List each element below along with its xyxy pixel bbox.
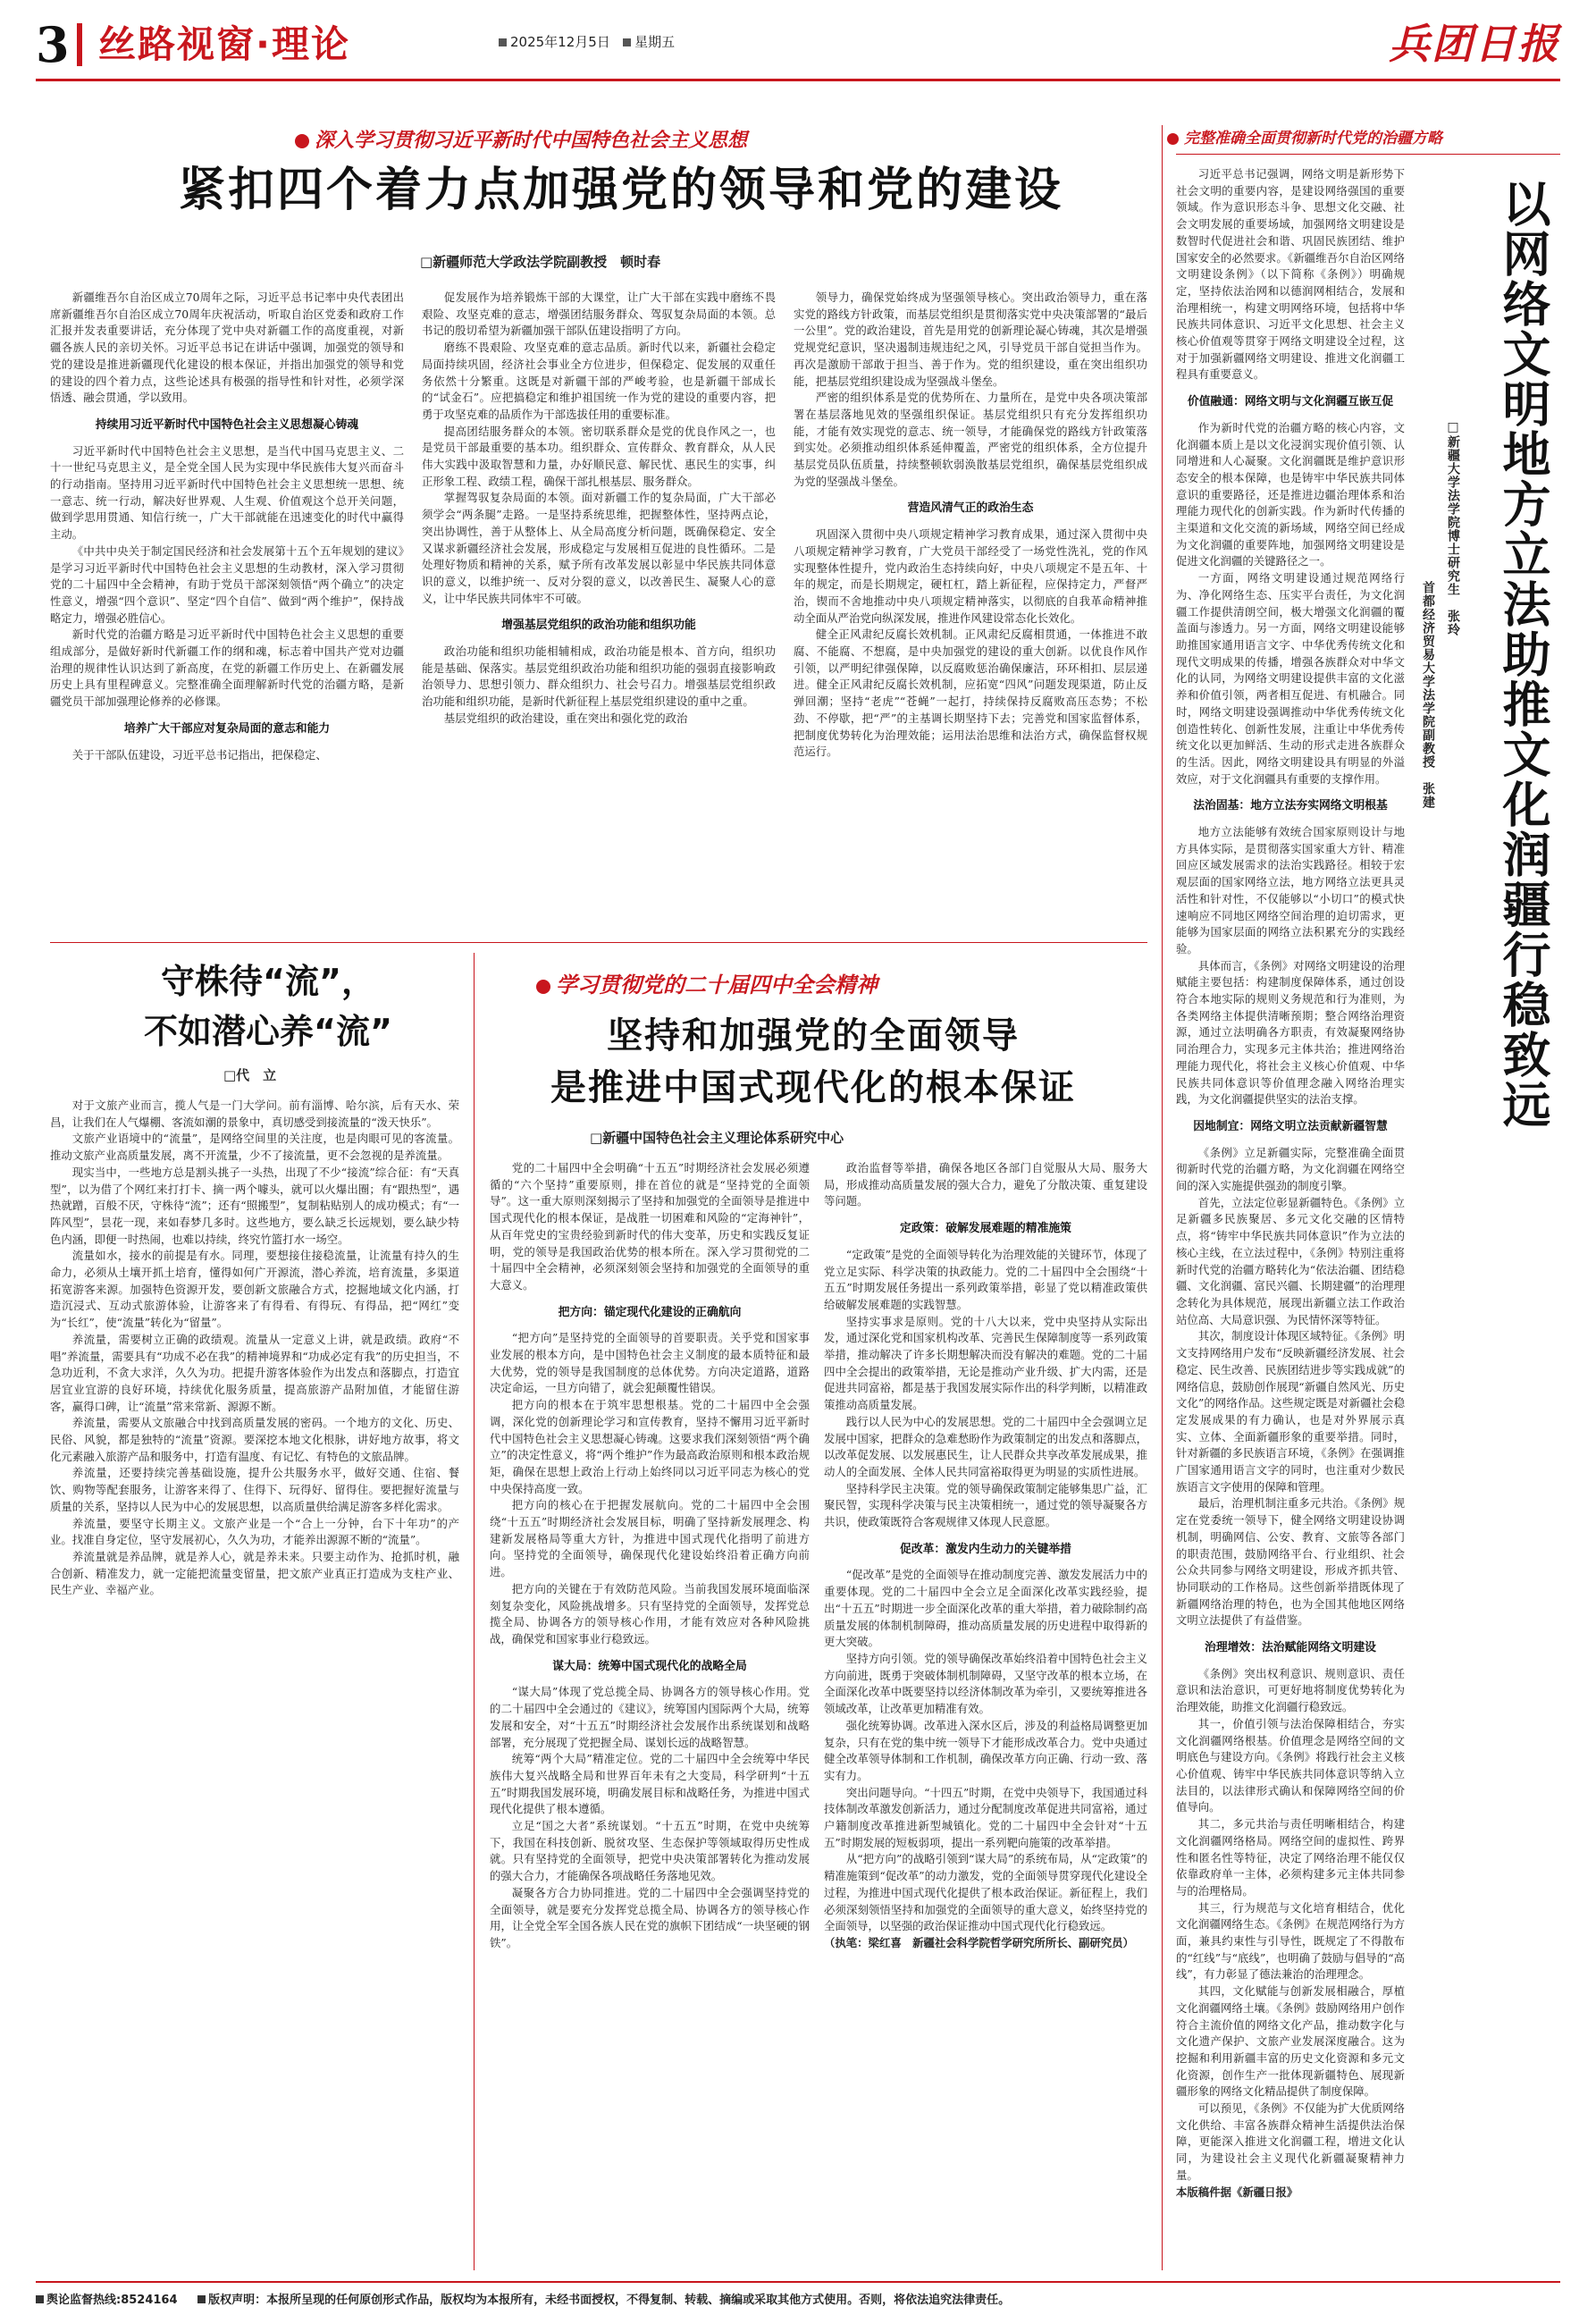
- paragraph: 养流量，还要持续完善基础设施，提升公共服务水平，做好交通、住宿、餐饮、购物等配套服务，让游客来得了、住得下、玩得好、留得住。要把握好流量与质量的关系，坚持以人民为中心的发展思想，以高质量供给满足游客多样化需求。: [50, 1466, 459, 1513]
- paragraph: 其一，价值引领与法治保障相结合，夯实文化润疆网络根基。价值理念是网络空间的文明底色与建设方向。《条例》将践行社会主义核心价值观、铸牢中华民族共同体意识等纳入立法目的，以法律形式确认和保障网络空间的价值导向。: [1176, 1716, 1405, 1814]
- article1-title: 紧扣四个着力点加强党的领导和党的建设: [179, 164, 1064, 217]
- article4-column-1: [1176, 166, 1405, 2269]
- paragraph: 作为新时代党的治疆方略的核心内容，文化润疆本质上是以文化浸润实现价值引领、认同增进和人心凝聚。文化润疆既是维护意识形态安全的根本保障，也是铸牢中华民族共同体意识的重要路径，还是推进边疆治理体系和治理能力现代化的创新实践。作为新时代传播的主渠道和文化交流的新场域，网络空间已经成为文化润疆的重要阵地，加强网络文明建设是促进文化润疆的关键路径之一。: [1176, 420, 1405, 568]
- square-bullet-icon: [623, 38, 631, 46]
- square-bullet-icon: [36, 2295, 44, 2303]
- paragraph: 养流量，需要从文旅融合中找到高质量发展的密码。一个地方的文化、历史、民俗、风貌，都是独特的“流量”资源。要深挖本地文化根脉，讲好地方故事，将文化元素融入旅游产品和服务中，打造有温度、有记忆、有特色的文旅品牌。: [50, 1416, 459, 1463]
- subheading: 把方向：锚定现代化建设的正确航向: [558, 1305, 742, 1319]
- paragraph: 领导力，确保党始终成为坚强领导核心。突出政治领导力，重在落实党的路线方针政策，而基层党组织是贯彻落实党中央决策部署的“最后一公里”。党的政治建设，首先是用党的创新理论凝心铸魂，其次是增强党规党纪意识，坚决遏制违规违纪之风，引导党员干部自觉担当作为。再次是激励干部敢于担当、善于作为。党的组织建设，重在突出组织功能，把基层党组织建设成为坚强战斗堡垒。: [794, 290, 1147, 388]
- square-bullet-icon: [499, 38, 507, 46]
- subheading: 治理增效：法治赋能网络文明建设: [1205, 1641, 1376, 1655]
- paragraph: 从“把方向”的战略引领到“谋大局”的系统布局，从“定政策”的精准施策到“促改革”的动力激发，党的全面领导贯穿现代化建设全过程，为推进中国式现代化提供了根本政治保证。新征程上，我们必须深刻领悟坚持和加强党的全面领导的重大意义，始终坚持党的全面领导，以坚强的政治保证推动中国式现代化行稳致远。: [824, 1852, 1147, 1933]
- article2-title: 守株待“流”， 不如潜心养“流”: [144, 962, 392, 1051]
- paragraph: 强化统筹协调。改革进入深水区后，涉及的利益格局调整更加复杂，只有在党的集中统一领导下才能形成改革合力。党中央通过健全改革领导体制和工作机制，确保改革方向正确、行动一致、落实有力。: [824, 1718, 1147, 1782]
- paragraph: 把方向的根本在于筑牢思想根基。党的二十届四中全会强调，深化党的创新理论学习和宣传教育，坚持不懈用习近平新时代中国特色社会主义思想凝心铸魂。这要求我们深刻领悟“两个确立”的决定性意义，将“两个维护”作为最高政治原则和根本政治规矩，确保在思想上政治上行动上始终同以习近平同志为核心的党中央保持高度一致。: [490, 1398, 810, 1495]
- page-number-bar: [77, 23, 82, 66]
- article3-title-line-1: 坚持和加强党的全面领导: [607, 1015, 1020, 1056]
- paragraph: 突出问题导向。“十四五”时期，在党中央领导下，我国通过科技体制改革激发创新活力，通过分配制度改革促进共同富裕，通过户籍制度改革推进新型城镇化。党的二十届四中全会针对“十五五”时期发展的短板弱项，提出一系列靶向施策的改革举措。: [824, 1785, 1147, 1849]
- paragraph: 凝聚各方合力协同推进。党的二十届四中全会强调坚持党的全面领导，就是要充分发挥党总揽全局、协调各方的领导核心作用，让全党全军全国各族人民在党的旗帜下团结成“一块坚硬的钢铁”。: [490, 1885, 810, 1949]
- kicker-dot-icon: [295, 134, 309, 148]
- article3-column-2: [824, 1160, 1147, 2269]
- article3-byline: □新疆中国特色社会主义理论体系研究中心: [590, 1130, 844, 1146]
- paragraph: 习近平总书记强调，网络文明是新形势下社会文明的重要内容，是建设网络强国的重要领域。作为意识形态斗争、思想文化交融、社会文明发展的重要场域，加强网络文明建设是数智时代促进社会和谐、巩固民族团结、维护国家安全的必然要求。《新疆维吾尔自治区网络文明建设条例》（以下简称《条例》）明确规定，坚持依法治网和以德润网相结合，发展和治理相统一，构建文明网络环境，包括将中华民族共同体意识、习近平文化思想、社会主义核心价值观等贯穿于网络文明建设全过程，这对于加强新疆网络文明建设、推进文化润疆工程具有重要意义。: [1176, 167, 1405, 382]
- paragraph: 《条例》立足新疆实际，完整准确全面贯彻新时代党的治疆方略，为文化润疆在网络空间的深入实施提供强劲的制度引擎。: [1176, 1145, 1405, 1193]
- kicker-dot-icon: [536, 980, 550, 994]
- paragraph: “定政策”是党的全面领导转化为治理效能的关键环节，体现了党立足实际、科学决策的执政能力。党的二十届四中全会围绕“十五五”时期发展任务提出一系列政策举措，彰显了党以精准政策供给破解发展难题的实践智慧。: [824, 1247, 1147, 1311]
- paragraph: 其三，行为规范与文化培育相结合，优化文化润疆网络生态。《条例》在规范网络行为方面，兼具约束性与引导性，既规定了不得散布的“红线”与“底线”，也明确了鼓励与倡导的“高线”，有力彰显了德法兼治的治理理念。: [1176, 1900, 1405, 1982]
- paragraph: 地方立法能够有效统合国家原则设计与地方具体实际，是贯彻落实国家重大方针、精准回应区域发展需求的法治实践路径。相较于宏观层面的国家网络立法，地方网络立法更具灵活性和针对性，不仅能够以“小切口”的模式快速响应不同地区网络空间治理的迫切需求，更能够为国家层面的网络立法积累充分的实践经验。: [1176, 825, 1405, 955]
- article1-column-1: [50, 290, 404, 933]
- paragraph: 统筹“两个大局”精准定位。党的二十届四中全会统筹中华民族伟大复兴战略全局和世界百年未有之大变局，科学研判“十五五”时期我国发展环境，明确发展目标和战略任务，为推进中国式现代化提供了根本遵循。: [490, 1752, 810, 1816]
- copyright-notice: 版权声明：本报所呈现的任何原创形式作品，版权均为本报所有，未经书面授权，不得复制、转载、摘编或采取其他方式使用。否则，将依法追究法律责任。: [208, 2294, 1011, 2307]
- paragraph: 把方向的关键在于有效防范风险。当前我国发展环境面临深刻复杂变化，风险挑战增多。只有坚持党的全面领导，发挥党总揽全局、协调各方的领导核心作用，才能有效应对各种风险挑战，确保党和国家事业行稳致远。: [490, 1581, 810, 1646]
- subheading: 定政策：破解发展难题的精准施策: [900, 1222, 1071, 1236]
- paragraph: 基层党组织的政治建设，重在突出和强化党的政治: [443, 711, 688, 725]
- paragraph: 现实当中，一些地方总是割头挑子一头热，出现了不少“接流”综合征：有“天真型”，以为借了个网红来打打卡、摘一两个噱头，就可以火爆出圈；有“跟热型”，遇热就蹭，百般不厌，守株待“流”；还有“照搬型”，复制粘贴别人的成功模式；有“一阵风型”，昙花一现，来如春梦几多时。这些地方，要么缺乏长远规划，要么缺少特色内涵，即便一时热闹，也难以持续，终究竹篮打水一场空。: [50, 1165, 459, 1246]
- paragraph: 对于文旅产业而言，揽人气是一门大学问。前有淄博、哈尔滨，后有天水、荣昌，让我们在人气爆棚、客流如潮的景象中，真切感受到接流量的“泼天快乐”。: [50, 1099, 459, 1129]
- article4-kicker: 完整准确全面贯彻新时代党的治疆方略: [1167, 125, 1442, 147]
- subheading: 增强基层党组织的政治功能和组织功能: [501, 619, 696, 633]
- paragraph: 严密的组织体系是党的优势所在、力量所在，是党中央各项决策部署在基层落地见效的坚强组织保证。基层党组织只有充分发挥组织功能，才能有效实现党的意志、统一领导，才能确保党的路线方针政策落到实处。必须推动组织体系延伸覆盖，严密党的组织体系，全方位提升基层党员队伍质量，持续整顿软弱涣散基层党组织，确保基层党组织成为党的坚强战斗堡垒。: [794, 391, 1147, 488]
- article1-byline: □新疆师范大学政法学院副教授 顿时春: [420, 254, 661, 270]
- article1-column-3: [794, 290, 1147, 933]
- footer: [36, 2290, 1560, 2308]
- paragraph: “促改革”是党的全面领导在推动制度完善、激发发展活力中的重要体现。党的二十届四中全会立足全面深化改革实践经验，提出“十五五”时期进一步全面深化改革的重大举措，着力破除制约高质量发展的体制机制障碍，推动高质量发展的历史进程中取得新的更大突破。: [824, 1568, 1147, 1649]
- divider: [50, 942, 1147, 943]
- paragraph: 习近平新时代中国特色社会主义思想，是当代中国马克思主义、二十一世纪马克思主义，是全党全国人民为实现中华民族伟大复兴而奋斗的行动指南。坚持用习近平新时代中国特色社会主义思想统一思想、统一意志、统一行动，解决好世界观、人生观、价值观这个总开关问题，做到学思用贯通、知信行统一，广大干部就能在迅速变化的时代中赢得主动。: [50, 443, 404, 542]
- paragraph: 关于干部队伍建设，习近平总书记指出，把保稳定、: [71, 747, 327, 762]
- paragraph: 新时代党的治疆方略是习近平新时代中国特色社会主义思想的重要组成部分，是做好新时代新疆工作的纲和魂，标志着中国共产党对边疆治理的规律性认识达到了新高度，在党的新疆工作历史上、在新疆发展历史上具有里程碑意义。完整准确全面理解新时代党的治疆方略，是新疆党员干部加强理论修养的必修课。: [50, 627, 404, 709]
- signature: （执笔：梁红喜 新疆社会科学院哲学研究所所长、副研究员）: [824, 1935, 1134, 1949]
- article3-title-line-2: 是推进中国式现代化的根本保证: [550, 1067, 1076, 1108]
- section-title: 丝路视窗·理论: [98, 22, 350, 66]
- square-bullet-icon: [197, 2295, 206, 2303]
- date-line: [499, 32, 675, 51]
- column-divider: [1162, 125, 1163, 2270]
- date: 2025年12月5日: [510, 34, 610, 50]
- subheading: 营造风清气正的政治生态: [907, 501, 1034, 516]
- article4-title: 以网络文明地方立法助推文化润疆行稳致远: [1495, 179, 1551, 1130]
- paragraph: 掌握驾驭复杂局面的本领。面对新疆工作的复杂局面，广大干部必须学会“两条腿”走路。一是坚持系统思维，把握整体性，坚持两点论，突出协调性，善于从整体上、从全局高度分析问题，既确保稳定、安全又谋求新疆经济社会发展，形成稳定与发展相互促进的良性循环。二是处理好物质和精神的关系，赋予所有改革发展以彰显中华民族共同体意识的意义，以维护统一、反对分裂的意义，以改善民生、凝聚人心的意义，让中华民族共同体牢不可破。: [422, 491, 776, 605]
- masthead-rule: [36, 79, 1560, 81]
- article2-column-1: [50, 1098, 459, 2269]
- subheading: 谋大局：统筹中国式现代化的战略全局: [552, 1659, 747, 1673]
- subheading: 因地制宜：网络文明立法贡献新疆智慧: [1193, 1119, 1388, 1133]
- subheading: 促改革：激发内生动力的关键举措: [900, 1542, 1071, 1556]
- paragraph: 《中共中央关于制定国民经济和社会发展第十五个五年规划的建议》是学习习近平新时代中国特色社会主义思想的生动教材，深入学习贯彻党的二十届四中全会精神，有助于党员干部深刻领悟“两个确立”的决定性意义，增强“四个意识”、坚定“四个自信”、做到“两个维护”，保持战略定力，增强必胜信心。: [50, 543, 404, 625]
- paragraph: 其二，多元共治与责任明晰相结合，构建文化润疆网络格局。网络空间的虚拟性、跨界性和匿名性等特征，决定了网络治理不能仅仅依靠政府单一主体，必须构建多元主体共同参与的治理格局。: [1176, 1817, 1405, 1898]
- kicker-rule: [1176, 154, 1560, 155]
- paragraph: 养流量就是养品牌，就是养人心，就是养未来。只要主动作为、抢抓时机，融合创新、精准发力，就一定能把流量变留量，把文旅产业真正打造成为支柱产业、民生产业、幸福产业。: [50, 1549, 459, 1597]
- article3-column-1: [490, 1160, 810, 2269]
- paragraph: 践行以人民为中心的发展思想。党的二十届四中全会强调立足发展中国家，把群众的急难愁盼作为政策制定的出发点和落脚点，以改革促发展、以发展惠民生，让人民群众共享改革发展成果，推动人的全面发展、全体人民共同富裕取得更为明显的实质性进展。: [824, 1414, 1147, 1478]
- paragraph: 具体而言，《条例》对网络文明建设的治理赋能主要包括：构建制度保障体系，通过创设符合本地实际的规则义务规范和行为准则，为各类网络主体提供清晰预期；整合网络治理资源，通过立法明确各方职责，有效凝聚网络协同治理合力，实现多元主体共治；推进网络治理能力现代化，将社会主义核心价值观、中华民族共同体意识等价值理念融入网络治理实践，为文化润疆提供坚实的法治支撑。: [1176, 958, 1405, 1107]
- paragraph: 可以预见，《条例》不仅能为扩大优质网络文化供给、丰富各族群众精神生活提供法治保障，更能深入推进文化润疆工程，增进文化认同，为建设社会主义现代化新疆凝聚精神力量。: [1176, 2101, 1405, 2182]
- article2-byline: □代 立: [223, 1067, 277, 1083]
- paragraph: 党的二十届四中全会明确“十五五”时期经济社会发展必须遵循的“六个坚持”重要原则，排在首位的就是“坚持党的全面领导”。这一重大原则深刻揭示了坚持和加强党的全面领导是推进中国式现代化的根本保证，是战胜一切困难和风险的“定海神针”，从百年党史的宝贵经验到新时代的伟大变革，历史和实践反复证明，党的领导是我国政治优势的根本所在。深入学习贯彻党的二十届四中全会精神，必须深刻领会坚持和加强党的全面领导的重大意义。: [490, 1161, 810, 1292]
- paragraph: 立足“国之大者”系统谋划。“十五五”时期，在党中央统筹下，我国在科技创新、脱贫攻坚、生态保护等领域取得历史性成就。只有坚持党的全面领导，把党中央决策部署转化为推动发展的强大合力，才能确保各项战略任务落地见效。: [490, 1819, 810, 1883]
- article4-byline-2: 首都经济贸易大学法学院副教授 张建: [1421, 581, 1435, 809]
- subheading: 持续用习近平新时代中国特色社会主义思想凝心铸魂: [95, 417, 359, 432]
- paragraph: 新疆维吾尔自治区成立70周年之际，习近平总书记率中央代表团出席新疆维吾尔自治区成立70周年庆祝活动，听取自治区党委和政府工作汇报并发表重要讲话，充分体现了党中央对新疆工作的高度重视，对新疆各族人民的亲切关怀。习近平总书记在讲话中强调，加强党的领导和党的建设是推进新疆现代化建设的根本保证，并指出加强党的领导和党的建设的四个着力点，这些论述具有极强的指导性和针对性，必须学深悟透、融会贯通，学以致用。: [50, 290, 404, 405]
- paragraph: 最后，治理机制注重多元共治。《条例》规定在党委统一领导下，健全网络文明建设协调机制，明确网信、公安、教育、文旅等各部门的职责范围，鼓励网络平台、行业组织、社会公众共同参与网络文明建设，形成齐抓共管、协同联动的工作格局。这些创新举措既体现了新疆网络治理的特色，也为全国其他地区网络文明立法提供了有益借鉴。: [1176, 1496, 1405, 1628]
- weekday: 星期五: [634, 34, 676, 50]
- subheading: 价值融通：网络文明与文化润疆互嵌互促: [1187, 395, 1394, 409]
- column-divider: [474, 953, 475, 2270]
- article1-column-2: [422, 290, 776, 933]
- masthead: [36, 18, 1560, 75]
- paragraph: 坚持方向引领。党的领导确保改革始终沿着中国特色社会主义方向前进，既勇于突破体制机制障碍，又坚守改革的根本立场，在全面深化改革中既要坚持以经济体制改革为牵引，又要统筹推进各领域改革，让改革更加精准有效。: [824, 1651, 1147, 1716]
- paragraph: 政治监督等举措，确保各地区各部门自觉服从大局、服务大局，形成推动高质量发展的强大合力，避免了分散决策、重复建设等问题。: [824, 1161, 1147, 1208]
- paragraph: 把方向的核心在于把握发展航向。党的二十届四中全会围绕“十五五”时期经济社会发展目标，明确了坚持新发展理念、构建新发展格局等重大方针，为推进中国式现代化指明了前进方向。坚持党的全面领导，确保现代化建设始终沿着正确方向前进。: [490, 1498, 810, 1579]
- article3-kicker: 学习贯彻党的二十届四中全会精神: [536, 967, 878, 998]
- paragraph: 其四，文化赋能与创新发展相融合，厚植文化润疆网络土壤。《条例》鼓励网络用户创作符合主流价值的网络文化产品，推动数字化与文化遗产保护、文旅产业发展深度融合。这为挖掘和利用新疆丰富的历史文化资源和多元文化资源，创作生产一批体现新疆特色、展现新疆形象的网络文化精品提供了制度保障。: [1176, 1984, 1405, 2099]
- paragraph: 政治功能和组织功能相辅相成，政治功能是根本、首方向，组织功能是基础、保落实。基层党组织政治功能和组织功能的强弱直接影响政治领导力、思想引领力、群众组织力、社会号召力。增强基层党组织政治功能和组织功能，是新时代新征程上基层党组织建设的重中之重。: [422, 644, 776, 709]
- paragraph: 坚持实事求是原则。党的十八大以来，党中央坚持从实际出发，通过深化党和国家机构改革、完善民生保障制度等一系列政策举措，推动解决了许多长期想解决而没有解决的难题。党的二十届四中全会提出的政策举措，无论是推动产业升级、扩大内需，还是促进共同富裕，都是基于我国发展实际作出的科学判断，以精准政策推动高质量发展。: [824, 1314, 1147, 1412]
- subheading: 培养广大干部应对复杂局面的意志和能力: [123, 721, 331, 736]
- paragraph: “谋大局”体现了党总揽全局、协调各方的领导核心作用。党的二十届四中全会通过的《建议》，统筹国内国际两个大局，统筹发展和安全，对“十五五”时期经济社会发展作出系统谋划和战略部署，充分展现了党把握全局、谋划长远的战略智慧。: [490, 1685, 810, 1749]
- paragraph: 健全正风肃纪反腐长效机制。正风肃纪反腐相贯通，一体推进不敢腐、不能腐、不想腐，是中央加强党的建设的重大创新。以优良作风作引领，以严明纪律强保障，以反腐败惩治确保廉洁，环环相扣、层层递进。健全正风肃纪反腐长效机制，应拓宽“四风”问题发现渠道，防止反弹回潮；坚持“老虎”“苍蝇”一起打，持续保持反腐败高压态势；不松劲、不停歇，把“严”的主基调长期坚持下去；完善党和国家监督体系，把制度优势转化为治理效能；运用法治思维和法治方式，确保监督权规范运行。: [794, 627, 1147, 759]
- paragraph: 一方面，网络文明建设通过规范网络行为、净化网络生态、压实平台责任，为文化润疆工作提供清朗空间，极大增强文化润疆的覆盖面与渗透力。另一方面，网络文明建设能够助推国家通用语言文字、中华优秀传统文化和现代文明成果的传播，增强各族群众对中华文化的认同，为网络文明建设提供丰富的文化滋养和价值引领，两者相互促进、有机融合。同时，网络文明建设强调推动中华优秀传统文化创造性转化、创新性发展，注重让中华优秀传统文化以更加鲜活、生动的形式走进各族群众的生活。因此，网络文明建设具有明显的外溢效应，对于文化润疆具有重要的支撑作用。: [1176, 571, 1405, 786]
- page-number: 3: [36, 16, 70, 73]
- hotline: 舆论监督热线:8524164: [46, 2294, 178, 2307]
- paragraph: 流量如水，接水的前提是有水。同理，要想接住接稳流量，让流量有持久的生命力，必须从土壤开抓土培育，懂得如何广开源流，潜心养流，培育流量，多渠道拓宽游客来源。加强特色资源开发，要创新文旅融合方式，挖掘地域文化内涵，打造沉浸式、互动式旅游体验，让游客来了有得看、有得玩、有得品，把“网红”变为“长红”，使“流量”转化为“留量”。: [50, 1249, 459, 1330]
- article1-kicker: 深入学习贯彻习近平新时代中国特色社会主义思想: [295, 125, 747, 153]
- paragraph: 养流量，要坚守长期主义。文旅产业是一个“合上一分钟，台下十年功”的产业。找准自身定位，坚守发展初心，久久为功，才能养出源源不断的“流量”。: [50, 1516, 459, 1547]
- paragraph: 《条例》突出权利意识、规则意识、责任意识和法治意识，可更好地将制度优势转化为治理效能，助推文化润疆行稳致远。: [1176, 1666, 1405, 1714]
- subheading: 法治固基：地方立法夯实网络文明根基: [1193, 799, 1388, 813]
- article4-byline-1: □新疆大学法学院博士研究生 张玲: [1446, 420, 1460, 636]
- paragraph: 巩固深入贯彻中央八项规定精神学习教育成果，通过深入贯彻中央八项规定精神学习教育，广大党员干部经受了一场党性洗礼，党的作风实现整体性提升，党内政治生态持续向好，中央八项规定不是五年、十年的规定，而是长期规定，硬杠杠，踏上新征程，应保持定力，严督严治，锲而不舍地推动中央八项规定精神落实，以彻底的自我革命精神推动全面从严治党向纵深发展，推进作风建设常态化长效化。: [794, 527, 1147, 625]
- paragraph: 文旅产业语境中的“流量”，是网络空间里的关注度，也是肉眼可见的客流量。推动文旅产业高质量发展，离不开流量，少不了接流量，更不会忽视的是养流量。: [50, 1132, 459, 1163]
- paragraph: 促发展作为培养锻炼干部的大课堂，让广大干部在实践中磨练不畏艰险、攻坚克难的意志，增强团结服务群众、驾驭复杂局面的本领。总书记的殷切希望为新疆加强干部队伍建设指明了方向。: [422, 290, 776, 338]
- kicker-dot-icon: [1167, 133, 1179, 145]
- signature: 本版稿件据《新疆日报》: [1176, 2185, 1298, 2199]
- paragraph: 坚持科学民主决策。党的领导确保政策制定能够集思广益，汇聚民智，实现科学决策与民主决策相统一，通过党的领导凝聚各方共识，使政策既符合客观规律又体现人民意愿。: [824, 1481, 1147, 1529]
- paragraph: 首先，立法定位彰显新疆特色。《条例》立足新疆多民族聚居、多元文化交融的区情特点，将“铸牢中华民族共同体意识”作为立法的核心主线，在立法过程中，《条例》特别注重将新时代党的治疆方略转化为“依法治疆、团结稳疆、文化润疆、富民兴疆、长期建疆”的治理理念转化为具体规范，展现出新疆立法工作政治站位高、大局意识强、为民情怀深等特征。: [1176, 1195, 1405, 1326]
- paragraph: 其次，制度设计体现区域特征。《条例》明文支持网络用户发布“反映新疆经济发展、社会稳定、民生改善、民族团结进步等实践成就”的网络信息，鼓励创作展现“新疆自然风光、历史文化”的网络作品。这些规定既是对新疆社会稳定发展成果的有力确认，也是对外界展示真实、立体、全面新疆形象的重要举措。同时，针对新疆的多民族语言环境，《条例》在强调推广国家通用语言文字的同时，也注重对少数民族语言文字使用的保障和管理。: [1176, 1329, 1405, 1494]
- paragraph: “把方向”是坚持党的全面领导的首要职责。关乎党和国家事业发展的根本方向，是中国特色社会主义制度的最本质特征和最大优势，党的领导是我国制度的总体优势。方向决定道路，道路决定命运，一旦方向错了，就会犯颠覆性错误。: [490, 1331, 810, 1395]
- paragraph: 磨练不畏艰险、攻坚克难的意志品质。新时代以来，新疆社会稳定局面持续巩固，经济社会事业全方位进步，但保稳定、促发展的双重任务依然十分繁重。这既是对新疆干部的严峻考验，也是新疆干部成长的“试金石”。应把搞稳定和维护祖国统一作为党的建设的重要内容，把勇于攻坚克难的品质作为干部选拔任用的重要标准。: [422, 341, 776, 421]
- newspaper-logo: 兵团日报: [1389, 20, 1560, 68]
- paragraph: 提高团结服务群众的本领。密切联系群众是党的优良作风之一，也是党员干部最重要的基本功。组织群众、宣传群众、教育群众，从人民伟大实践中汲取智慧和力量，办好顺民意、解民忧、惠民生的实事，纠正形象工程、政绩工程，确保干部扎根基层、服务群众。: [422, 424, 776, 488]
- footer-rule: [36, 2281, 1560, 2283]
- paragraph: 养流量，需要树立正确的政绩观。流量从一定意义上讲，就是政绩。政府“不唱”养流量，需要具有“功成不必在我”的精神境界和“功成必定有我”的历史担当，不急功近利，不贪大求洋，久久为功。把提升游客体验作为出发点和落脚点，打造宜居宜业宜游的良好环境，持续优化服务质量，提高旅游产品附加值，才能留住游客，赢得口碑，让“流量”常来常新、源源不断。: [50, 1332, 459, 1413]
